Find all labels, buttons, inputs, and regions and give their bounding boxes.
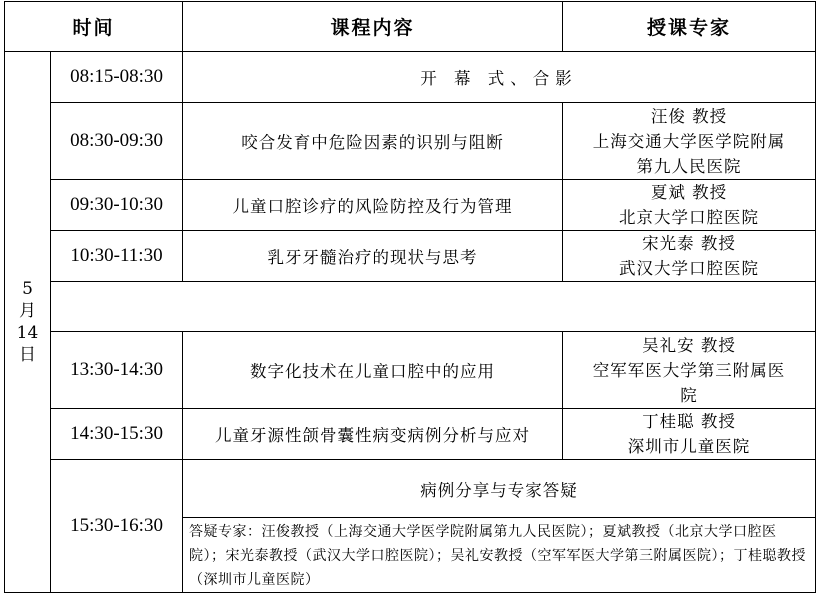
time-slot: 08:15-08:30: [51, 52, 183, 103]
header-time: 时间: [5, 2, 183, 52]
header-content: 课程内容: [183, 2, 563, 52]
table-row: [5, 409, 816, 460]
date-month: 月: [19, 301, 36, 321]
expert-affiliation: 院: [680, 385, 698, 405]
time-slot: 09:30-10:30: [51, 180, 183, 231]
expert-name: 宋光泰 教授: [642, 234, 736, 253]
expert-affiliation: 上海交通大学医学院附属: [592, 131, 786, 151]
ceremony-topic: 开 幕 式、合影: [183, 52, 816, 103]
time-slot: 14:30-15:30: [51, 409, 183, 460]
course-topic: 咬合发育中危险因素的识别与阻断: [183, 103, 563, 180]
table-row: [5, 52, 816, 103]
expert-cell: [563, 231, 816, 282]
header-row: [5, 2, 816, 52]
table-row: [5, 180, 816, 231]
expert-name: 丁桂聪 教授: [642, 412, 736, 431]
expert-affiliation: 空军军医大学第三附属医: [592, 360, 786, 380]
schedule-table: [4, 1, 816, 593]
table-row: [5, 460, 816, 518]
course-topic: 儿童口腔诊疗的风险防控及行为管理: [183, 180, 563, 231]
date-month-number: 5: [22, 279, 33, 299]
course-topic: 数字化技术在儿童口腔中的应用: [183, 332, 563, 409]
expert-affiliation: 武汉大学口腔医院: [619, 259, 760, 278]
date-cell: [5, 52, 51, 593]
table-row: [5, 231, 816, 282]
expert-name: 吴礼安 教授: [642, 335, 736, 355]
table-row: [5, 332, 816, 409]
table-row: [5, 103, 816, 180]
expert-affiliation: 深圳市儿童医院: [627, 437, 751, 456]
time-slot: 13:30-14:30: [51, 332, 183, 409]
expert-cell: [563, 409, 816, 460]
date-day: 14: [16, 323, 39, 343]
expert-name: 汪俊 教授: [650, 106, 728, 126]
lunch-break-row: [5, 282, 816, 332]
expert-cell: [563, 103, 816, 180]
expert-affiliation: 第九人民医院: [636, 156, 742, 176]
date-day-suffix: 日: [19, 345, 36, 365]
time-slot: 08:30-09:30: [51, 103, 183, 180]
course-topic: 乳牙牙髓治疗的现状与思考: [183, 231, 563, 282]
header-expert: 授课专家: [563, 2, 816, 52]
expert-cell: [563, 180, 816, 231]
expert-name: 夏斌 教授: [650, 183, 728, 202]
qa-experts-note: 答疑专家：汪俊教授（上海交通大学医学院附属第九人民医院）；夏斌教授（北京大学口腔医院）；宋光泰教授（武汉大学口腔医院）；吴礼安教授（空军军医大学第三附属医院）；丁桂聪教授（深圳市儿童医院）: [183, 518, 816, 593]
course-topic: 病例分享与专家答疑: [183, 460, 816, 518]
lunch-break-cell: [51, 282, 816, 332]
time-slot: 15:30-16:30: [51, 460, 183, 593]
course-topic: 儿童牙源性颌骨囊性病变病例分析与应对: [183, 409, 563, 460]
expert-affiliation: 北京大学口腔医院: [619, 208, 760, 227]
time-slot: 10:30-11:30: [51, 231, 183, 282]
expert-cell: [563, 332, 816, 409]
